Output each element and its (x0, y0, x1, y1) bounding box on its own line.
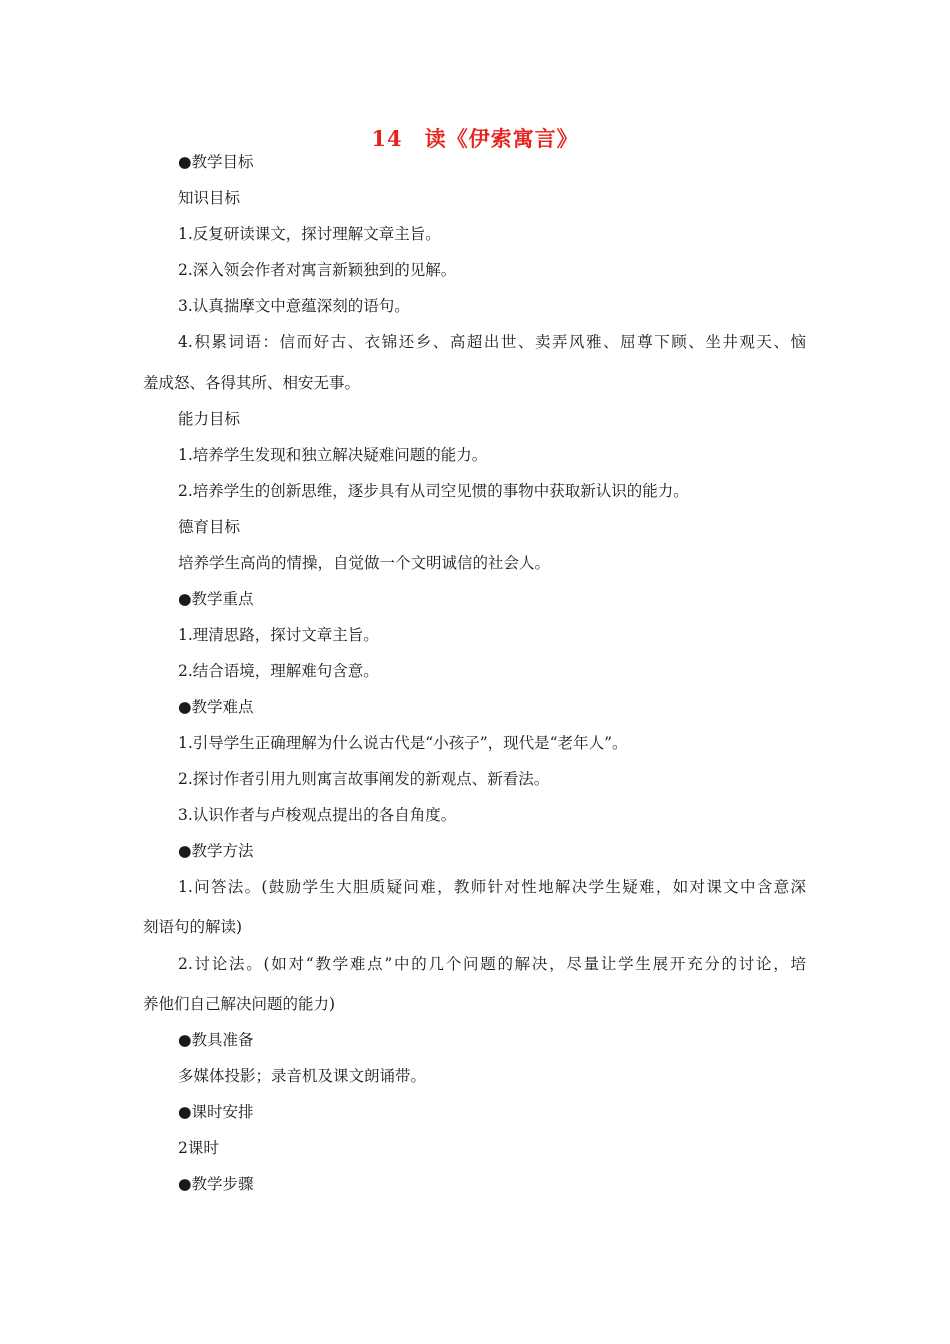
list-item: 3.认真揣摩文中意蕴深刻的语句。 (178, 297, 410, 315)
paragraph: 培养学生高尚的情操，自觉做一个文明诚信的社会人。 (178, 554, 551, 572)
list-item: 2.讨论法。(如对“教学难点”中的几个问题的解决，尽量让学生展开充分的讨论，培 (178, 955, 806, 973)
list-item: 1.培养学生发现和独立解决疑难问题的能力。 (178, 446, 488, 464)
list-item-continuation: 刻语句的解读) (143, 918, 243, 936)
subheading-ability-goals: 能力目标 (178, 410, 241, 428)
list-item: 1.理清思路，探讨文章主旨。 (178, 626, 379, 644)
list-item: 2.深入领会作者对寓言新颖独到的见解。 (178, 261, 457, 279)
list-item: 3.认识作者与卢梭观点提出的各自角度。 (178, 806, 457, 824)
list-item-continuation: 羞成怒、各得其所、相安无事。 (143, 374, 361, 392)
list-item: 1.问答法。(鼓励学生大胆质疑问难，教师针对性地解决学生疑难，如对课文中含意深 (178, 878, 806, 896)
list-item: 1.反复研读课文，探讨理解文章主旨。 (178, 225, 441, 243)
section-heading-teaching-methods: ●教学方法 (178, 842, 254, 860)
list-item-continuation: 养他们自己解决问题的能力) (143, 995, 336, 1013)
list-item: 2.培养学生的创新思维，逐步具有从司空见惯的事物中获取新认识的能力。 (178, 482, 689, 500)
paragraph: 2课时 (178, 1139, 219, 1157)
list-item: 2.结合语境，理解难句含意。 (178, 662, 379, 680)
list-item: 4.积累词语：信而好古、衣锦还乡、高超出世、卖弄风雅、屈尊下顾、坐井观天、恼 (178, 333, 806, 351)
subheading-moral-goals: 德育目标 (178, 518, 241, 536)
list-item: 2.探讨作者引用九则寓言故事阐发的新观点、新看法。 (178, 770, 550, 788)
section-heading-teaching-aids: ●教具准备 (178, 1031, 254, 1049)
document-title: 14 读《伊索寓言》 (371, 126, 579, 151)
section-heading-difficult-points: ●教学难点 (178, 698, 254, 716)
paragraph: 多媒体投影；录音机及课文朗诵带。 (178, 1067, 427, 1085)
subheading-knowledge-goals: 知识目标 (178, 189, 241, 207)
section-heading-teaching-steps: ●教学步骤 (178, 1175, 254, 1193)
list-item: 1.引导学生正确理解为什么说古代是“小孩子”，现代是“老年人”。 (178, 734, 628, 752)
section-heading-key-points: ●教学重点 (178, 590, 254, 608)
section-heading-class-hours: ●课时安排 (178, 1103, 254, 1121)
section-heading-teaching-goals: ●教学目标 (178, 153, 254, 171)
